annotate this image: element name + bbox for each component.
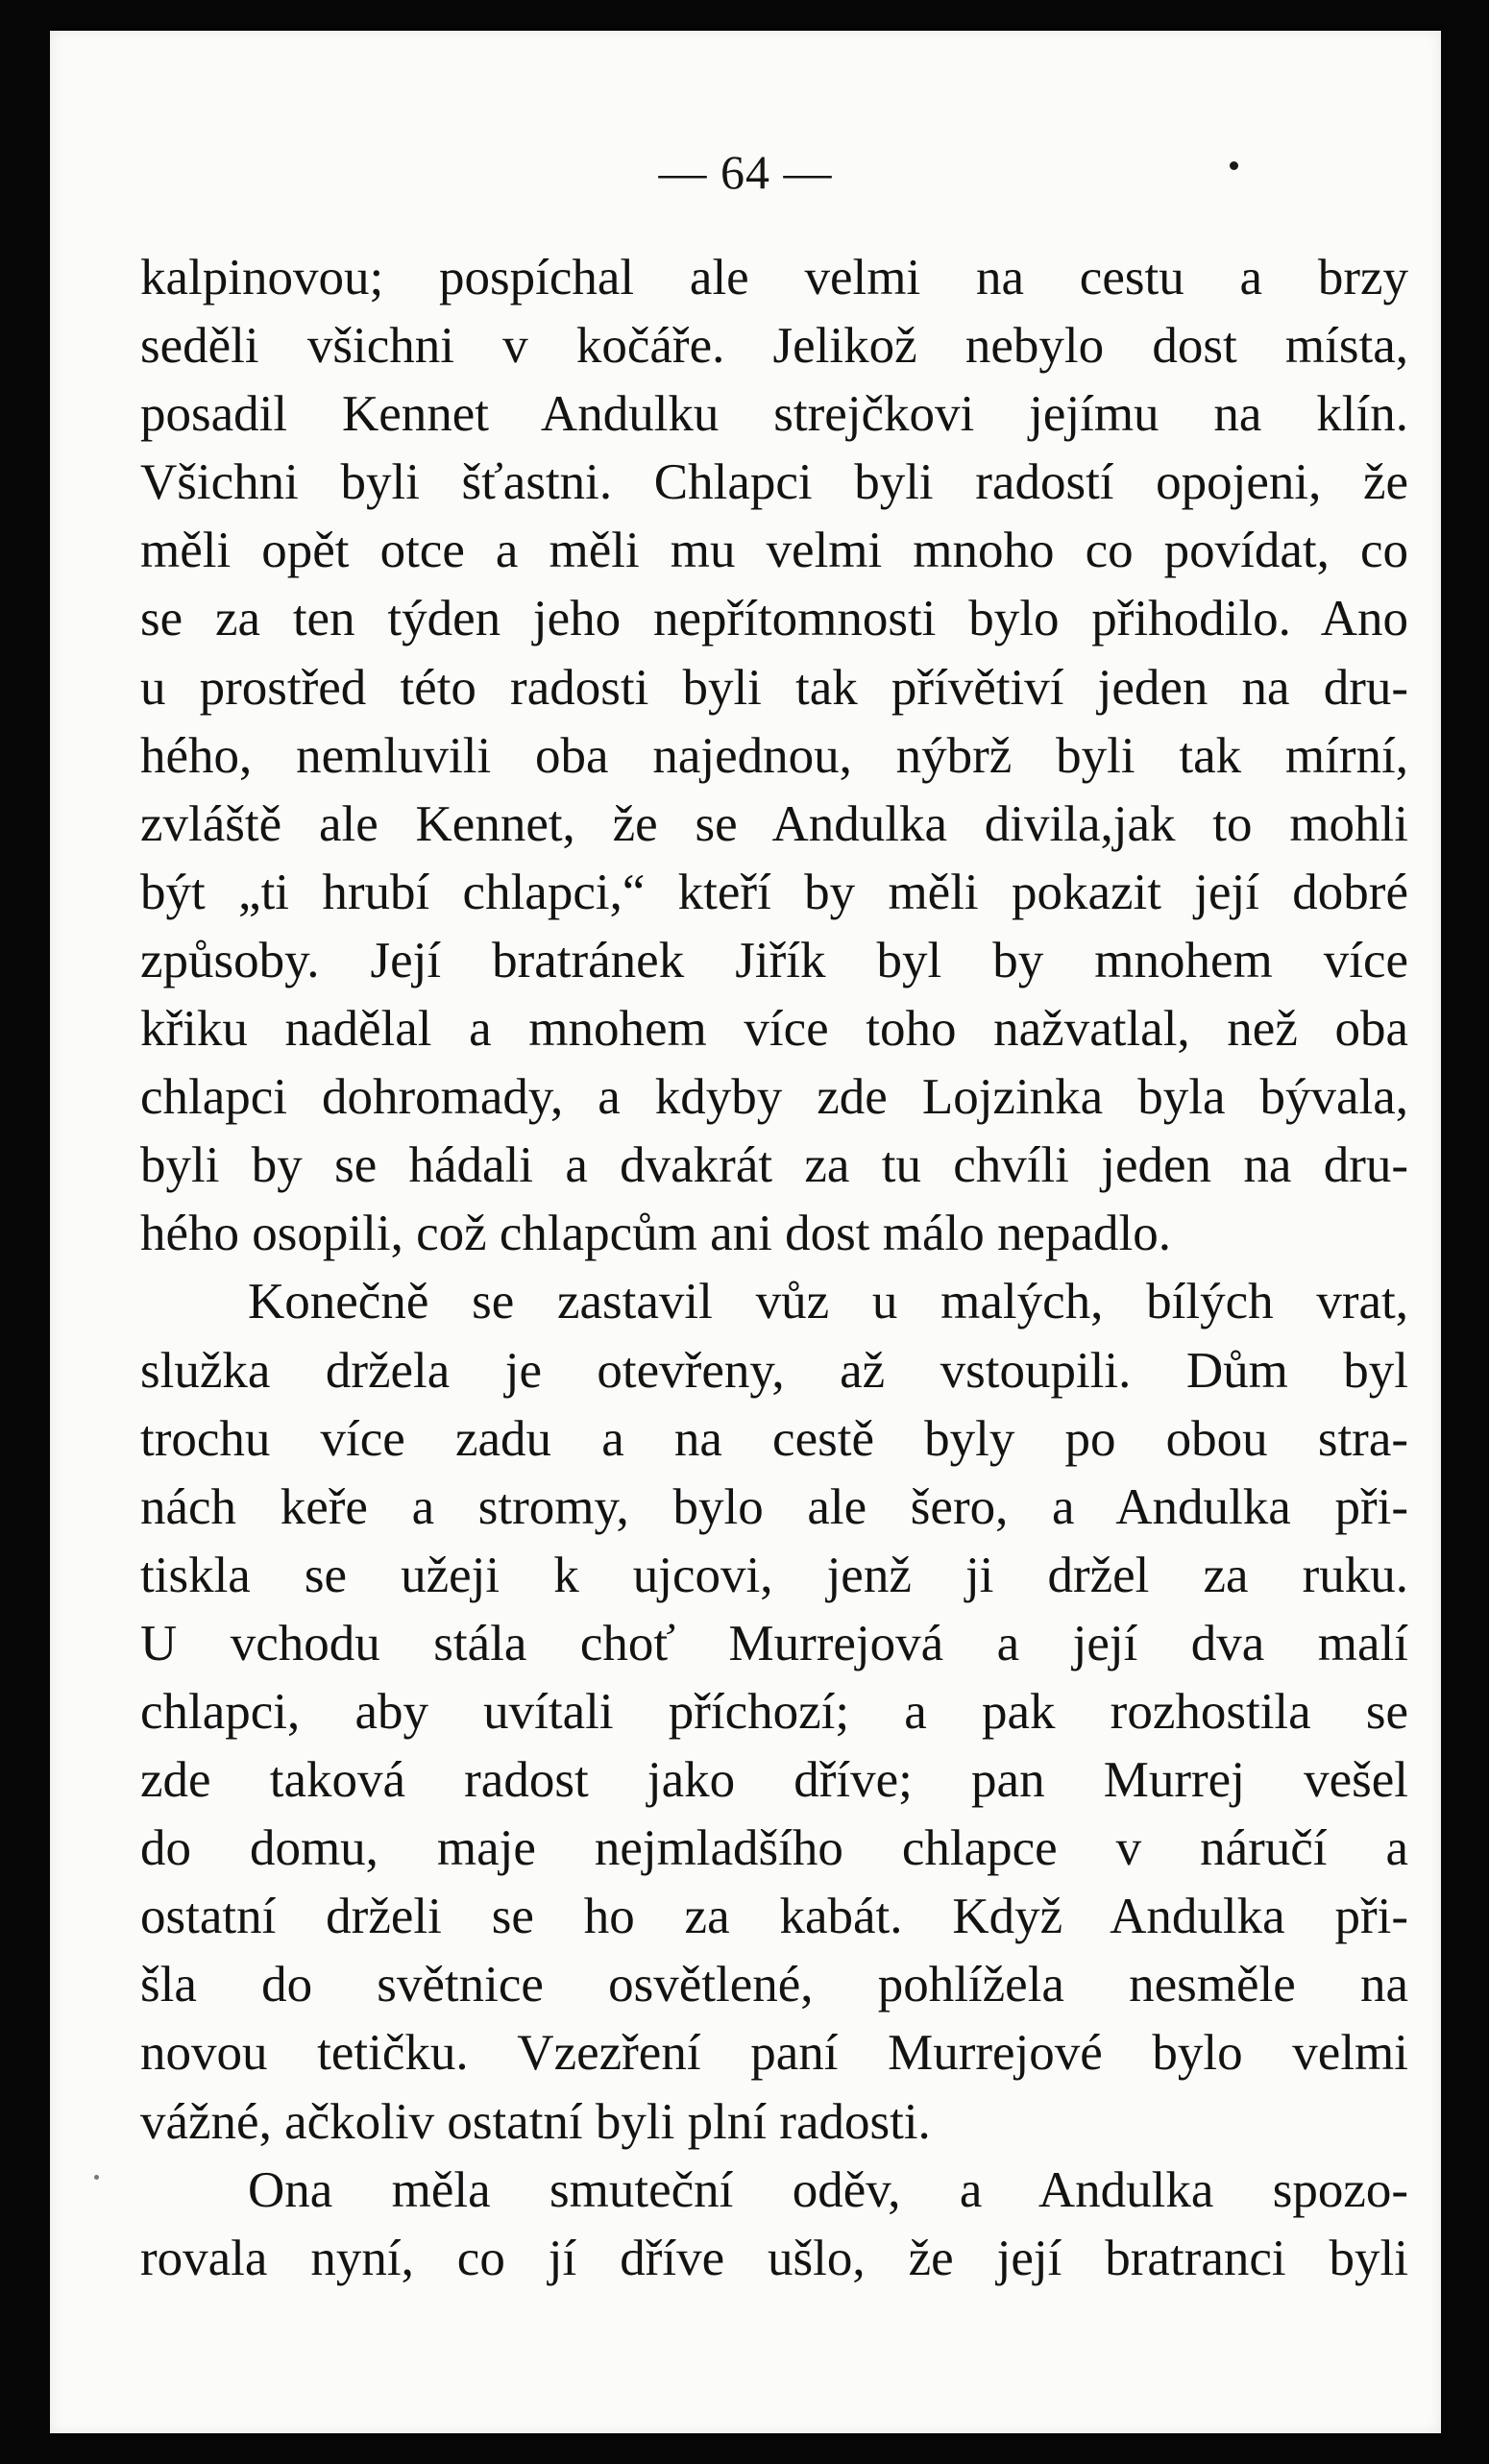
text-line: hého, nemluvili oba najednou, nýbrž byli tak mírní,: [140, 727, 1408, 784]
ink-speck: [1230, 161, 1238, 170]
text-line: trochu více zadu a na cestě byly po obou stra-: [140, 1410, 1408, 1467]
text-line: byli by se hádali a dvakrát za tu chvíli jeden na dru-: [140, 1137, 1408, 1194]
text-line: ostatní drželi se ho za kabát. Když Andulka při-: [140, 1889, 1408, 1945]
text-line: být „ti hrubí chlapci,“ kteří by měli pokazit její dobré: [140, 864, 1408, 920]
body-text: [140, 244, 1408, 2293]
paragraph-first-line: Ona měla smuteční oděv, a Andulka spozo-: [248, 2161, 1408, 2218]
text-line: Všichni byli šťastni. Chlapci byli radostí opojeni, že: [140, 454, 1408, 511]
text-line: do domu, maje nejmladšího chlapce v náručí a: [140, 1820, 1408, 1877]
text-line: křiku nadělal a mnohem více toho nažvatlal, než oba: [140, 1001, 1408, 1058]
text-line: tiskla se užeji k ujcovi, jenž ji držel za ruku.: [140, 1547, 1408, 1603]
text-line: chlapci, aby uvítali příchozí; a pak rozhostila se: [140, 1683, 1408, 1740]
text-line: seděli všichni v kočáře. Jelikož nebylo dost místa,: [140, 318, 1408, 375]
text-line: zde taková radost jako dříve; pan Murrej vešel: [140, 1752, 1408, 1809]
text-line: kalpinovou; pospíchal ale velmi na cestu a brzy: [140, 250, 1408, 305]
text-line: vážné, ačkoliv ostatní byli plní radosti.: [140, 2093, 931, 2150]
text-line: rovala nyní, co jí dříve ušlo, že její bratranci byli: [140, 2230, 1408, 2286]
ink-speck: [94, 2175, 99, 2180]
paragraph-first-line: Konečně se zastavil vůz u malých, bílých vrat,: [248, 1274, 1408, 1330]
text-line: u prostřed této radosti byli tak přívětiví jeden na dru-: [140, 659, 1408, 716]
text-line: služka držela je otevřeny, až vstoupili. Dům byl: [140, 1342, 1408, 1399]
text-line: způsoby. Její bratránek Jiřík byl by mnohem více: [140, 932, 1408, 988]
page-number: — 64 —: [658, 145, 833, 199]
text-line: U vchodu stála choť Murrejová a její dva malí: [140, 1615, 1408, 1671]
text-line: posadil Kennet Andulku strejčkovi jejímu na klín.: [140, 386, 1408, 443]
text-line: se za ten týden jeho nepřítomnosti bylo přihodilo. Ano: [140, 591, 1408, 647]
text-line: novou tetičku. Vzezření paní Murrejové bylo velmi: [140, 2025, 1408, 2082]
text-line: zvláště ale Kennet, že se Andulka divila,jak to mohli: [140, 795, 1408, 852]
text-line: hého osopili, což chlapcům ani dost málo nepadlo.: [140, 1206, 1171, 1262]
text-line: šla do světnice osvětlené, pohlížela nesměle na: [140, 1957, 1408, 2013]
book-page: [50, 31, 1441, 2433]
text-line: chlapci dohromady, a kdyby zde Lojzinka byla bývala,: [140, 1069, 1408, 1126]
text-line: nách keře a stromy, bylo ale šero, a Andulka při-: [140, 1478, 1408, 1535]
text-line: měli opět otce a měli mu velmi mnoho co povídat, co: [140, 523, 1408, 579]
